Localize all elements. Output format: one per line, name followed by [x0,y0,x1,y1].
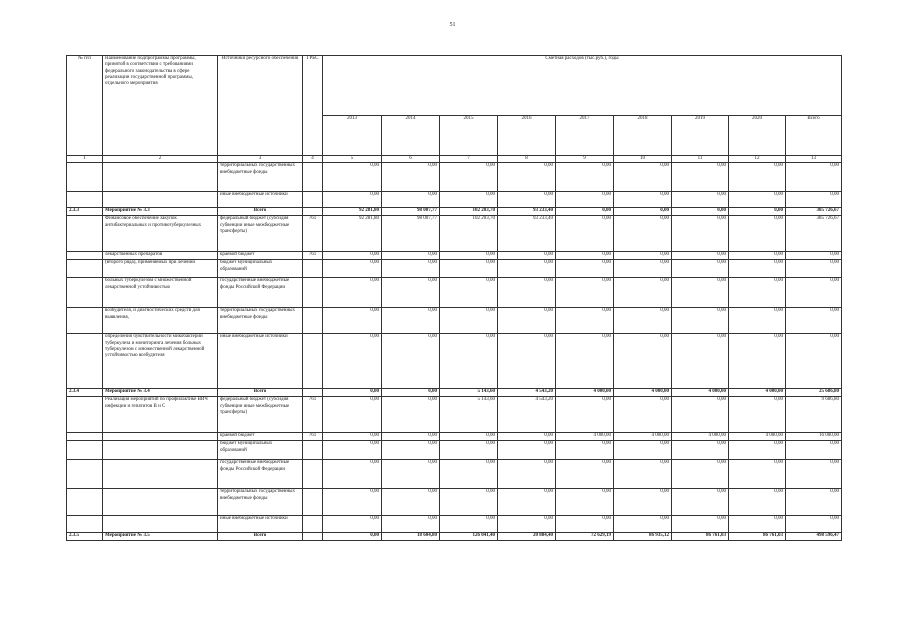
table-row [67,533,842,541]
table-body [67,163,842,541]
value-cell: 0,00 [786,260,842,278]
value-cell: 0,00 [729,192,786,208]
table-row [67,260,842,278]
row-grbs [303,441,323,460]
value-cell: 0,00 [323,252,382,260]
value-cell: 0,00 [323,397,382,433]
row-name: возбудителя, и диагностических средств для выявления, [103,308,218,334]
value-cell: 20 884,40 [498,533,556,541]
value-cell: 0,00 [382,163,440,192]
row-grbs [303,389,323,397]
value-cell: 0,00 [556,397,614,433]
row-source: краевой бюджет [218,252,303,260]
value-cell: 0,00 [786,163,842,192]
value-cell: 0,00 [729,397,786,433]
value-cell: 0,00 [786,441,842,460]
value-cell: 0,00 [672,441,729,460]
row-name: Финансовое обеспечение закупок антибактериальных и противотуберкулезных [103,216,218,252]
value-cell: 0,00 [382,460,440,489]
value-cell: 0,00 [382,433,440,441]
row-source: Всего [218,533,303,541]
year-cell: 2020 [729,116,786,156]
table-row [67,441,842,460]
value-cell: 4 000,00 [556,433,614,441]
value-cell: 0,00 [323,533,382,541]
value-cell: 0,00 [672,216,729,252]
value-cell: 4 000,00 [672,389,729,397]
value-cell: 0,00 [729,216,786,252]
value-cell: 0,00 [440,308,498,334]
value-cell: 0,00 [556,260,614,278]
value-cell: 0,00 [556,489,614,516]
value-cell: 4 543,20 [498,389,556,397]
value-cell: 0,00 [440,516,498,533]
value-cell: 0,00 [729,516,786,533]
value-cell: 86 761,03 [729,533,786,541]
col-number: 8 [498,156,556,163]
col-number: 2 [103,156,218,163]
value-cell: 0,00 [498,163,556,192]
value-cell: 0,00 [323,163,382,192]
year-cell: 2015 [440,116,498,156]
table-row [67,334,842,389]
header-num: № п/п [67,56,103,156]
value-cell: 126 041,40 [440,533,498,541]
value-cell: 0,00 [440,489,498,516]
row-name [103,516,218,533]
value-cell: 385 726,67 [786,216,842,252]
row-source: территориальных государственных внебюджетные фонды [218,308,303,334]
row-grbs: 761 [303,252,323,260]
row-source: территориальных государственных внебюджетные фонды [218,489,303,516]
value-cell: 0,00 [729,489,786,516]
table-row [67,208,842,216]
table-row [67,460,842,489]
row-number [67,216,103,252]
value-cell: 0,00 [614,441,672,460]
value-cell: 4 000,00 [672,433,729,441]
table-row [67,308,842,334]
row-source: иные внебюджетные источники [218,192,303,208]
row-source: государственные внебюджетные фонды Российской Федерации [218,278,303,308]
value-cell: 0,00 [786,278,842,308]
value-cell: 25 686,80 [786,389,842,397]
header-name: Наименование подпрограммы программы, принятой в соответствии с требованиями федерального законодательства в сфере реализации государственной программы, отдельного мероприятия [103,56,218,156]
value-cell: 0,00 [323,516,382,533]
row-number [67,460,103,489]
header-estimate: Сметная расходов (тыс.руб.), годы [323,56,842,116]
value-cell: 0,00 [382,260,440,278]
row-name: определения чувствительности микобактерии туберкулеза и мониторинга лечения больных туберкулезом с множественной лекарственной устойчивостью возбудителя [103,334,218,389]
value-cell: 0,00 [323,308,382,334]
value-cell: 0,00 [786,252,842,260]
row-number: 2.3.5 [67,533,103,541]
value-cell: 98 007,77 [382,216,440,252]
row-grbs: 761 [303,216,323,252]
value-cell: 4 000,00 [729,389,786,397]
col-number: 3 [218,156,303,163]
value-cell: 0,00 [382,252,440,260]
value-cell: 0,00 [786,192,842,208]
value-cell: 0,00 [672,460,729,489]
table-row [67,397,842,433]
row-name [103,441,218,460]
table-row [67,516,842,533]
value-cell: 0,00 [498,433,556,441]
value-cell: 0,00 [729,334,786,389]
value-cell: 0,00 [498,192,556,208]
table-row [67,216,842,252]
value-cell: 0,00 [440,252,498,260]
year-cell: 2013 [323,116,382,156]
value-cell: 16 000,00 [786,433,842,441]
row-source: территориальных государственных внебюджетные фонды [218,163,303,192]
row-name: Мероприятие № 3.5 [103,533,218,541]
value-cell: 0,00 [556,308,614,334]
value-cell: 0,00 [323,489,382,516]
value-cell: 4 543,20 [498,397,556,433]
value-cell: 0,00 [440,260,498,278]
value-cell: 0,00 [614,460,672,489]
page-number: 51 [449,22,456,28]
row-number [67,260,103,278]
value-cell: 0,00 [323,334,382,389]
value-cell: 0,00 [382,334,440,389]
value-cell: 0,00 [672,252,729,260]
row-name [103,489,218,516]
funding-table [66,55,842,541]
value-cell: 0,00 [786,308,842,334]
value-cell: 4 000,00 [556,389,614,397]
value-cell: 0,00 [672,397,729,433]
value-cell: 0,00 [729,163,786,192]
col-number: 1 [67,156,103,163]
value-cell: 0,00 [440,163,498,192]
value-cell: 0,00 [614,308,672,334]
value-cell: 0,00 [440,278,498,308]
row-grbs [303,260,323,278]
value-cell: 0,00 [672,208,729,216]
row-number [67,489,103,516]
row-source: иные внебюджетные источники [218,334,303,389]
value-cell: 0,00 [672,516,729,533]
year-cell: 2019 [672,116,729,156]
value-cell: 0,00 [382,192,440,208]
value-cell: 93 233,40 [498,208,556,216]
row-source: Всего [218,389,303,397]
value-cell: 0,00 [498,278,556,308]
table-row [67,433,842,441]
col-number: 4 [303,156,323,163]
value-cell: 0,00 [498,334,556,389]
value-cell: 0,00 [323,389,382,397]
year-cell: 2017 [556,116,614,156]
col-number: 10 [614,156,672,163]
value-cell: 0,00 [672,278,729,308]
row-name [103,163,218,192]
value-cell: 0,00 [556,192,614,208]
row-number [67,441,103,460]
value-cell: 0,00 [614,278,672,308]
value-cell: 0,00 [556,278,614,308]
row-grbs [303,533,323,541]
value-cell: 0,00 [672,489,729,516]
value-cell: 0,00 [614,397,672,433]
value-cell: 102 203,70 [440,216,498,252]
value-cell: 18 604,80 [382,533,440,541]
row-name: Мероприятие № 3.3 [103,208,218,216]
value-cell: 0,00 [729,460,786,489]
row-number: 2.3.3 [67,208,103,216]
row-grbs [303,308,323,334]
value-cell: 92 281,80 [323,208,382,216]
value-cell: 92 281,80 [323,216,382,252]
table-row [67,389,842,397]
value-cell: 385 726,67 [786,208,842,216]
value-cell: 0,00 [556,163,614,192]
value-cell: 0,00 [672,192,729,208]
row-name: Мероприятие № 3.4 [103,389,218,397]
value-cell: 0,00 [556,516,614,533]
value-cell: 0,00 [729,252,786,260]
row-number [67,516,103,533]
row-name: больных туберкулезом с множественной лекарственной устойчивостью [103,278,218,308]
row-source: государственные внебюджетные фонды Российской Федерации [218,460,303,489]
value-cell: 0,00 [382,516,440,533]
value-cell: 0,00 [556,208,614,216]
row-grbs [303,489,323,516]
row-grbs [303,278,323,308]
value-cell: 9 686,80 [786,397,842,433]
value-cell: 0,00 [614,192,672,208]
value-cell: 0,00 [498,252,556,260]
row-number [67,252,103,260]
value-cell: 0,00 [614,260,672,278]
value-cell: 0,00 [498,489,556,516]
value-cell: 5 143,60 [440,397,498,433]
value-cell: 0,00 [614,252,672,260]
value-cell: 0,00 [672,308,729,334]
value-cell: 4 000,00 [614,389,672,397]
row-number [67,192,103,208]
value-cell: 0,00 [382,489,440,516]
value-cell: 0,00 [729,278,786,308]
value-cell: 72 629,19 [556,533,614,541]
value-cell: 0,00 [672,334,729,389]
row-number: 2.3.4 [67,389,103,397]
table-row [67,278,842,308]
col-number: 5 [323,156,382,163]
value-cell: 0,00 [382,441,440,460]
col-number: 6 [382,156,440,163]
value-cell: 0,00 [440,334,498,389]
value-cell: 0,00 [786,460,842,489]
table-row [67,489,842,516]
row-grbs [303,208,323,216]
table-row [67,163,842,192]
value-cell: 0,00 [556,334,614,389]
value-cell: 0,00 [440,433,498,441]
value-cell: 0,00 [498,441,556,460]
value-cell: 0,00 [614,216,672,252]
row-grbs [303,334,323,389]
row-grbs [303,163,323,192]
col-number: 9 [556,156,614,163]
row-source: федеральный бюджет (субсидия субвенции иные межбюджетные трансферты) [218,397,303,433]
value-cell: 0,00 [614,163,672,192]
year-cell: Всего [786,116,842,156]
column-numbers-row [67,156,842,163]
value-cell: 0,00 [382,308,440,334]
value-cell: 0,00 [440,192,498,208]
row-number [67,163,103,192]
value-cell: 0,00 [382,397,440,433]
value-cell: 0,00 [672,163,729,192]
col-number: 12 [729,156,786,163]
value-cell: 0,00 [729,308,786,334]
row-name [103,192,218,208]
row-source: бюджет муниципальных образований [218,260,303,278]
value-cell: 0,00 [440,460,498,489]
value-cell: 0,00 [556,252,614,260]
value-cell: 4 000,00 [614,433,672,441]
value-cell: 0,00 [556,441,614,460]
value-cell: 0,00 [382,389,440,397]
row-source: федеральный бюджет (субсидия субвенции иные межбюджетные трансферты) [218,216,303,252]
row-number [67,334,103,389]
row-number [67,397,103,433]
table-row [67,252,842,260]
row-grbs: 761 [303,433,323,441]
value-cell: 0,00 [382,278,440,308]
value-cell: 0,00 [323,460,382,489]
row-name: (второго ряда), применяемых при лечении [103,260,218,278]
value-cell: 0,00 [323,278,382,308]
row-name [103,460,218,489]
col-number: 11 [672,156,729,163]
row-source: краевой бюджет [218,433,303,441]
value-cell: 0,00 [672,260,729,278]
value-cell: 4 000,00 [729,433,786,441]
value-cell: 0,00 [614,208,672,216]
value-cell: 0,00 [786,516,842,533]
value-cell: 0,00 [729,441,786,460]
row-number [67,433,103,441]
value-cell: 0,00 [323,192,382,208]
value-cell: 0,00 [323,260,382,278]
year-cell: 2014 [382,116,440,156]
row-number [67,278,103,308]
year-cell: 2016 [498,116,556,156]
value-cell: 0,00 [614,334,672,389]
value-cell: 0,00 [498,460,556,489]
value-cell: 5 143,60 [440,389,498,397]
row-number [67,308,103,334]
row-grbs [303,516,323,533]
value-cell: 0,00 [498,516,556,533]
row-name: лекарственных препаратов [103,252,218,260]
value-cell: 102 203,70 [440,208,498,216]
col-number: 7 [440,156,498,163]
value-cell: 0,00 [498,308,556,334]
value-cell: 498 596,47 [786,533,842,541]
value-cell: 0,00 [498,260,556,278]
value-cell: 0,00 [556,460,614,489]
value-cell: 0,00 [556,216,614,252]
value-cell: 0,00 [786,334,842,389]
col-number: 13 [786,156,842,163]
row-name [103,433,218,441]
value-cell: 0,00 [614,516,672,533]
row-grbs [303,460,323,489]
row-grbs [303,192,323,208]
value-cell: 86 935,12 [614,533,672,541]
value-cell: 0,00 [729,208,786,216]
row-source: иные внебюджетные источники [218,516,303,533]
header-source: Источники ресурсного обеспечения [218,56,303,156]
value-cell: 0,00 [729,260,786,278]
value-cell: 0,00 [323,441,382,460]
value-cell: 0,00 [786,489,842,516]
value-cell: 86 761,03 [672,533,729,541]
value-cell: 0,00 [440,441,498,460]
table-row [67,192,842,208]
row-source: Всего [218,208,303,216]
value-cell: 93 233,40 [498,216,556,252]
value-cell: 0,00 [323,433,382,441]
row-name: Реализация мероприятий по профилактике ВИЧ инфекции и гепатитов В и С [103,397,218,433]
row-source: бюджет муниципальных образований [218,441,303,460]
year-cell: 2018 [614,116,672,156]
value-cell: 98 007,77 [382,208,440,216]
row-grbs: 761 [303,397,323,433]
value-cell: 0,00 [614,489,672,516]
header-grbs: ГРБС [303,56,323,156]
